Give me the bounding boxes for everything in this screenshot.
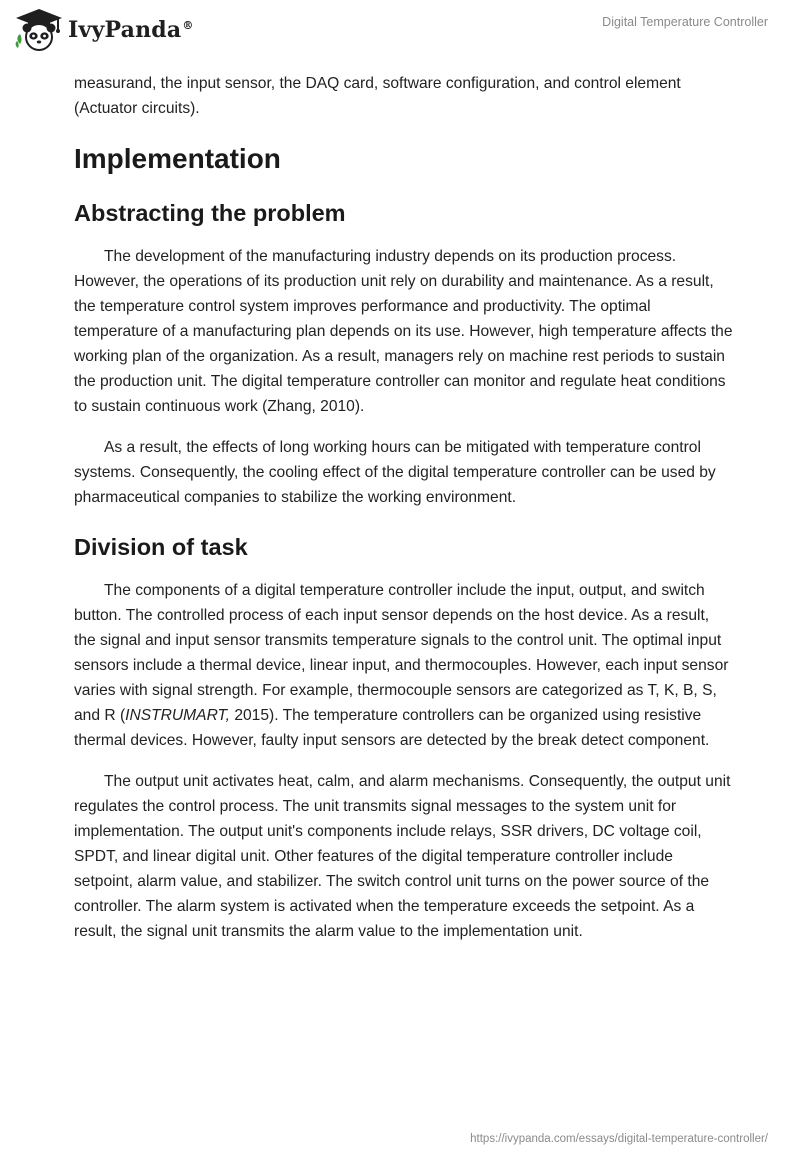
intro-paragraph: measurand, the input sensor, the DAQ card, software configuration, and control element (Actuator circuits).: [74, 75, 681, 117]
paragraph-text: 2015). The temperature controllers can be organized using resistive thermal devices. However, faulty input sensors are detected by the break detect component.: [74, 707, 710, 749]
paragraph-abstracting-2: As a result, the effects of long working hours can be mitigated with temperature control systems. Consequently, the cooling effect of the digital temperature controller can be used by pharmaceutical companies to stabilize the working environment.: [74, 439, 716, 506]
citation-source: INSTRUMART,: [125, 707, 230, 724]
paragraph-text: The components of a digital temperature controller include the input, output, and switch button. The controlled process of each input sensor depends on the host device. As a result, the signal and input sensor transmits temperature signals to the control unit. The optimal input sensors include a thermal device, linear input, and thermocouples. However, each input sensor varies with signal strength. For example, thermocouple sensors are categorized as T, K, B, S, and R (: [74, 582, 729, 724]
subsection-heading-division: Division of task: [74, 534, 248, 560]
paragraph-division-1: [74, 578, 734, 753]
paragraph-abstracting-1: The development of the manufacturing industry depends on its production process. However, the operations of its production unit rely on durability and maintenance. As a result, the temperature control system improves performance and productivity. The optimal temperature of a manufacturing plan depends on its use. However, high temperature affects the working plan of the organization. As a result, managers rely on machine rest periods to sustain the production unit. The digital temperature controller can monitor and regulate heat conditions to sustain continuous work (Zhang, 2010).: [74, 248, 733, 415]
document-title: Digital Temperature Controller: [602, 15, 768, 29]
page-header: [0, 0, 800, 64]
paragraph-division-2: The output unit activates heat, calm, and alarm mechanisms. Consequently, the output unit regulates the control process. The unit transmits signal messages to the system unit for implementation. The output unit's components include relays, SSR drivers, DC voltage coil, SPDT, and linear digital unit. Other features of the digital temperature controller include setpoint, alarm value, and stabilizer. The switch control unit turns on the power source of the controller. The alarm system is activated when the temperature exceeds the setpoint. As a result, the signal unit transmits the alarm value to the implementation unit.: [74, 773, 731, 940]
article-body: [74, 71, 734, 944]
panda-graduate-icon: [14, 8, 64, 52]
subsection-heading-abstracting: Abstracting the problem: [74, 200, 346, 226]
source-url[interactable]: https://ivypanda.com/essays/digital-temperature-controller/: [470, 1133, 768, 1145]
section-heading-implementation: Implementation: [74, 143, 281, 174]
brand-logo[interactable]: [14, 8, 194, 52]
brand-name: IvyPanda®: [68, 17, 194, 43]
